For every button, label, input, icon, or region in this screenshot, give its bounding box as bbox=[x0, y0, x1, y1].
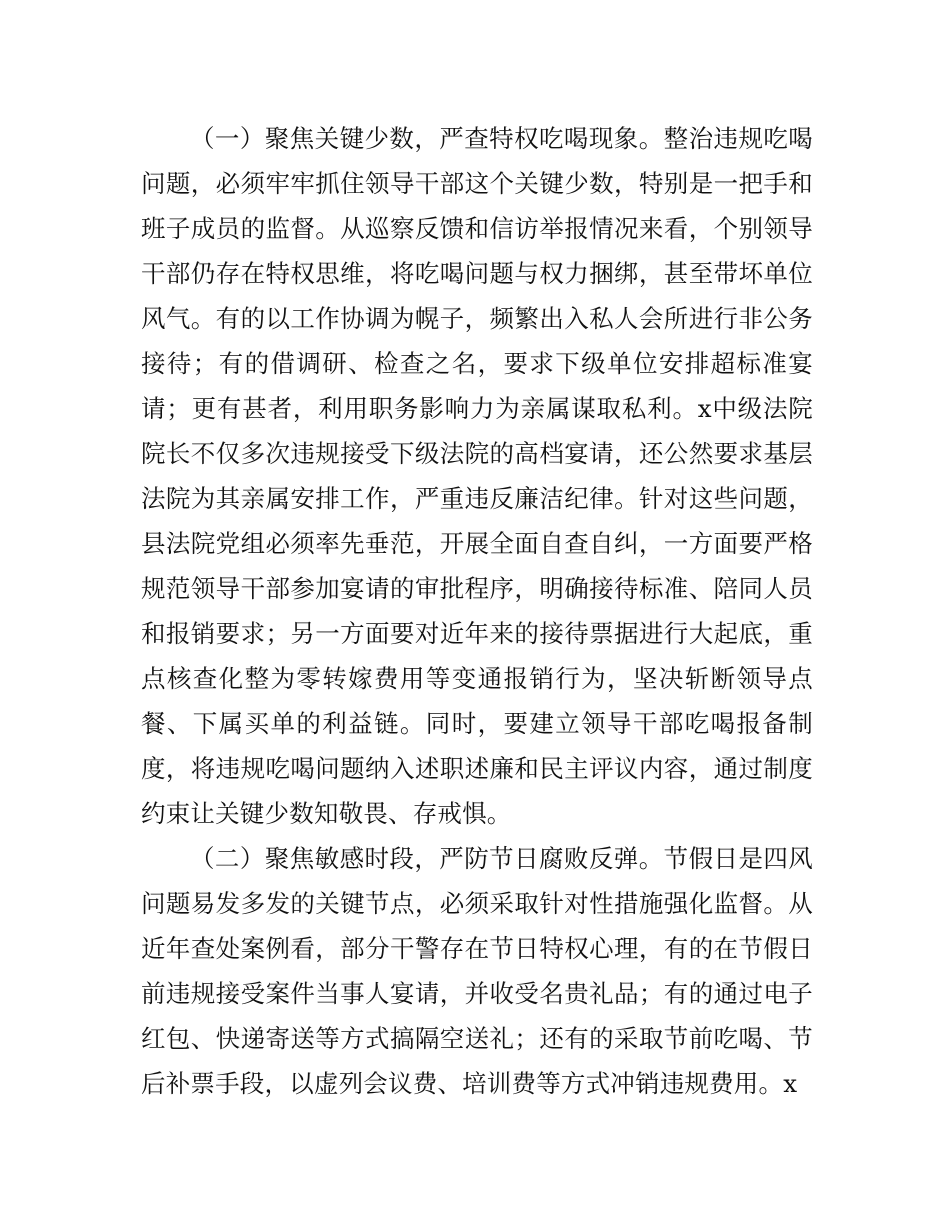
paragraph-2: （二）聚焦敏感时段，严防节日腐败反弹。节假日是四风问题易发多发的关键节点，必须采取针对性措施强化监督。从近年查处案例看，部分干警存在节日特权心理，有的在节假日前违规接受案件当事人宴请，并收受名贵礼品；有的通过电子红包、快递寄送等方式搞隔空送礼；还有的采取节前吃喝、节后补票手段，以虚列会议费、培训费等方式冲销违规费用。x bbox=[141, 844, 813, 1098]
document-body bbox=[141, 116, 813, 1106]
paragraph-1: （一）聚焦关键少数，严查特权吃喝现象。整治违规吃喝问题，必须牢牢抓住领导干部这个关键少数，特别是一把手和班子成员的监督。从巡察反馈和信访举报情况来看，个别领导干部仍存在特权思维，将吃喝问题与权力捆绑，甚至带坏单位风气。有的以工作协调为幌子，频繁出入私人会所进行非公务接待；有的借调研、检查之名，要求下级单位安排超标准宴请；更有甚者，利用职务影响力为亲属谋取私利。x中级法院院长不仅多次违规接受下级法院的高档宴请，还公然要求基层法院为其亲属安排工作，严重违反廉洁纪律。针对这些问题，县法院党组必须率先垂范，开展全面自查自纠，一方面要严格规范领导干部参加宴请的审批程序，明确接待标准、陪同人员和报销要求；另一方面要对近年来的接待票据进行大起底，重点核查化整为零转嫁费用等变通报销行为，坚决斩断领导点餐、下属买单的利益链。同时，要建立领导干部吃喝报备制度，将违规吃喝问题纳入述职述廉和民主评议内容，通过制度约束让关键少数知敬畏、存戒惧。 bbox=[141, 124, 813, 828]
